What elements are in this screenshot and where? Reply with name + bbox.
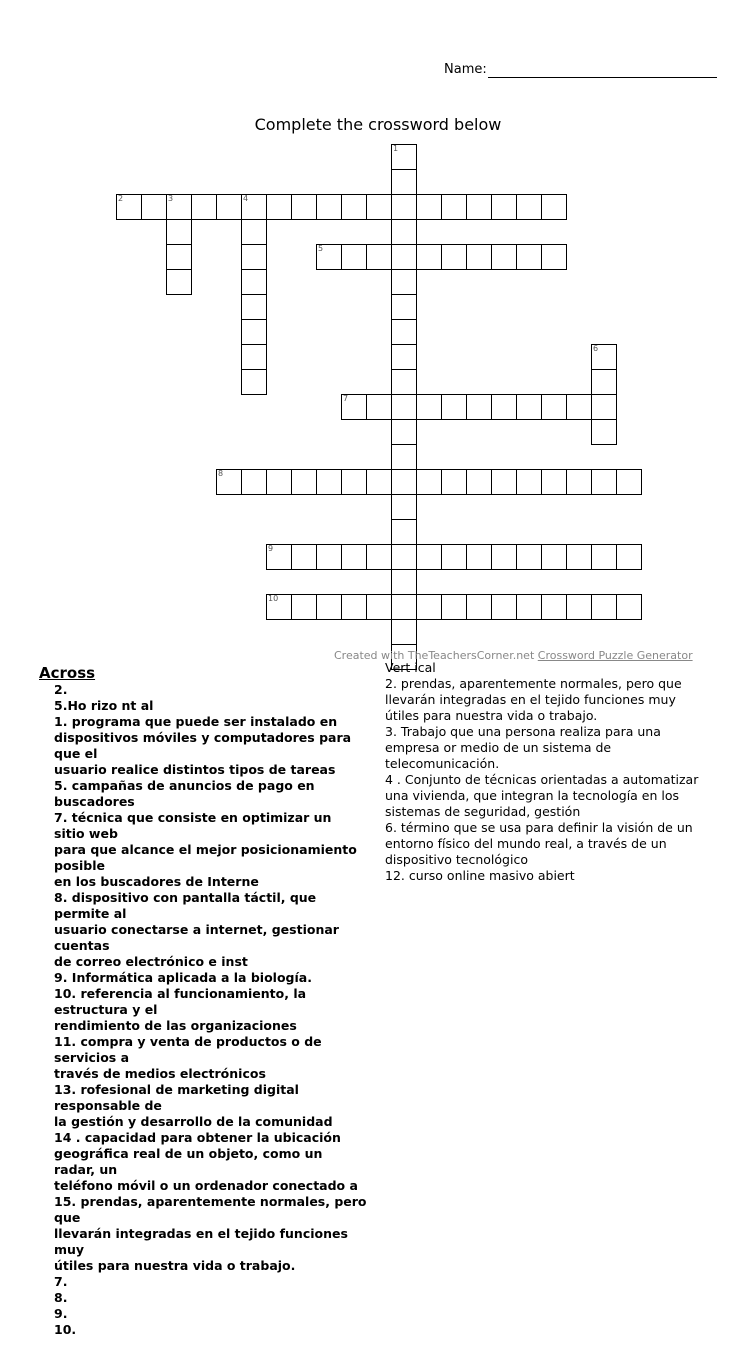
cell-number: 4	[243, 194, 249, 203]
crossword-cell[interactable]	[566, 594, 592, 620]
cell-number: 10	[268, 594, 279, 603]
crossword-cell[interactable]	[241, 344, 267, 370]
crossword-cell[interactable]	[266, 594, 292, 620]
down-list	[385, 676, 705, 884]
crossword-cell[interactable]	[466, 469, 492, 495]
crossword-cell[interactable]	[316, 244, 342, 270]
crossword-cell[interactable]	[341, 244, 367, 270]
clue-item: 13. rofesional de marketing digital responsable de la gestión y desarrollo de la comunidad	[54, 1082, 333, 1129]
crossword-cell[interactable]	[291, 594, 317, 620]
crossword-cell[interactable]	[591, 419, 617, 445]
crossword-cell[interactable]	[166, 269, 192, 295]
crossword-cell[interactable]	[516, 244, 542, 270]
crossword-cell[interactable]	[516, 544, 542, 570]
crossword-cell[interactable]	[391, 194, 417, 220]
clue-item: 7. técnica que consiste en optimizar un sitio web para que alcance el mejor posicionamiento posible en los buscadores de Interne	[54, 810, 357, 889]
crossword-cell[interactable]	[616, 594, 642, 620]
crossword-cell[interactable]	[441, 244, 467, 270]
cell-number: 8	[218, 469, 224, 478]
crossword-cell[interactable]	[541, 469, 567, 495]
clue-item: 12. curso online masivo abiert	[385, 868, 575, 883]
crossword-cell[interactable]	[516, 594, 542, 620]
crossword-cell[interactable]	[541, 544, 567, 570]
crossword-cell[interactable]	[241, 294, 267, 320]
clue-item: 6. término que se usa para definir la visión de un entorno físico del mundo real, a través de un dispositivo tecnológico	[385, 820, 693, 867]
crossword-cell[interactable]	[391, 469, 417, 495]
crossword-cell[interactable]	[366, 594, 392, 620]
crossword-cell[interactable]	[541, 194, 567, 220]
crossword-cell[interactable]	[241, 469, 267, 495]
crossword-cell[interactable]	[216, 469, 242, 495]
crossword-cell[interactable]	[416, 469, 442, 495]
crossword-cell[interactable]	[266, 469, 292, 495]
crossword-cell[interactable]	[391, 619, 417, 645]
clue-item: 15. prendas, aparentemente normales, pero que llevarán integradas en el tejido funciones muy útiles para nuestra vida o trabajo.	[54, 1194, 367, 1273]
crossword-cell[interactable]	[291, 194, 317, 220]
crossword-cell[interactable]	[391, 544, 417, 570]
crossword-cell[interactable]	[491, 394, 517, 420]
crossword-grid	[0, 0, 749, 660]
crossword-cell[interactable]	[341, 469, 367, 495]
crossword-cell[interactable]	[466, 244, 492, 270]
crossword-cell[interactable]	[241, 319, 267, 345]
crossword-cell[interactable]	[416, 594, 442, 620]
crossword-cell[interactable]	[441, 594, 467, 620]
crossword-cell[interactable]	[391, 394, 417, 420]
cell-number: 5	[318, 244, 324, 253]
crossword-cell[interactable]	[441, 544, 467, 570]
crossword-cell[interactable]	[566, 394, 592, 420]
crossword-cell[interactable]	[366, 469, 392, 495]
clue-item: 5. campañas de anuncios de pago en buscadores	[54, 778, 315, 809]
crossword-cell[interactable]	[316, 469, 342, 495]
across-list	[39, 682, 379, 1338]
crossword-cell[interactable]	[391, 344, 417, 370]
crossword-cell[interactable]	[466, 194, 492, 220]
crossword-cell[interactable]	[341, 194, 367, 220]
crossword-cell[interactable]	[316, 194, 342, 220]
crossword-cell[interactable]	[566, 469, 592, 495]
crossword-cell[interactable]	[391, 519, 417, 545]
crossword-cell[interactable]	[516, 469, 542, 495]
crossword-cell[interactable]	[591, 394, 617, 420]
crossword-cell[interactable]	[391, 494, 417, 520]
crossword-cell[interactable]	[316, 594, 342, 620]
across-clues	[39, 664, 379, 1338]
clue-item: 2.	[54, 682, 68, 697]
clue-item: 3. Trabajo que una persona realiza para una empresa or medio de un sistema de telecomunicación.	[385, 724, 661, 771]
clue-item: 7.	[54, 1274, 68, 1289]
clue-item: 11. compra y venta de productos o de servicios a través de medios electrónicos	[54, 1034, 322, 1081]
crossword-cell[interactable]	[391, 444, 417, 470]
crossword-cell[interactable]	[166, 219, 192, 245]
crossword-cell[interactable]	[391, 594, 417, 620]
crossword-cell[interactable]	[166, 194, 192, 220]
crossword-cell[interactable]	[391, 144, 417, 170]
crossword-cell[interactable]	[191, 194, 217, 220]
crossword-cell[interactable]	[366, 544, 392, 570]
crossword-cell[interactable]	[616, 544, 642, 570]
cell-number: 6	[593, 344, 599, 353]
clue-item: 10.	[54, 1322, 77, 1337]
crossword-cell[interactable]	[466, 544, 492, 570]
clue-item: 9.	[54, 1306, 68, 1321]
name-label: Name:	[444, 62, 487, 77]
crossword-cell[interactable]	[391, 369, 417, 395]
crossword-cell[interactable]	[391, 244, 417, 270]
crossword-cell[interactable]	[416, 194, 442, 220]
crossword-cell[interactable]	[341, 394, 367, 420]
crossword-cell[interactable]	[466, 594, 492, 620]
crossword-cell[interactable]	[391, 419, 417, 445]
crossword-cell[interactable]	[616, 469, 642, 495]
crossword-cell[interactable]	[441, 394, 467, 420]
crossword-cell[interactable]	[341, 594, 367, 620]
crossword-cell[interactable]	[391, 294, 417, 320]
crossword-cell[interactable]	[116, 194, 142, 220]
crossword-cell[interactable]	[291, 469, 317, 495]
crossword-cell[interactable]	[341, 544, 367, 570]
down-clues	[385, 660, 705, 884]
crossword-cell[interactable]	[491, 594, 517, 620]
crossword-cell[interactable]	[391, 219, 417, 245]
crossword-cell[interactable]	[441, 194, 467, 220]
clue-item: 8.	[54, 1290, 68, 1305]
crossword-cell[interactable]	[591, 469, 617, 495]
crossword-cell[interactable]	[241, 194, 267, 220]
crossword-cell[interactable]	[416, 544, 442, 570]
cell-number: 2	[118, 194, 124, 203]
crossword-cell[interactable]	[591, 594, 617, 620]
crossword-cell[interactable]	[516, 394, 542, 420]
crossword-cell[interactable]	[391, 169, 417, 195]
crossword-cell[interactable]	[541, 594, 567, 620]
crossword-cell[interactable]	[591, 369, 617, 395]
crossword-cell[interactable]	[266, 544, 292, 570]
clue-item: 1. programa que puede ser instalado en dispositivos móviles y computadores para que el usuario realice distintos tipos de tareas	[54, 714, 352, 777]
crossword-cell[interactable]	[566, 544, 592, 570]
crossword-cell[interactable]	[541, 244, 567, 270]
crossword-cell[interactable]	[491, 194, 517, 220]
cell-number: 7	[343, 394, 349, 403]
clue-item: 4 . Conjunto de técnicas orientadas a automatizar una vivienda, que integran la tecnología en los sistemas de seguridad, gestión	[385, 772, 699, 819]
crossword-cell[interactable]	[416, 394, 442, 420]
crossword-cell[interactable]	[591, 544, 617, 570]
crossword-cell[interactable]	[391, 269, 417, 295]
crossword-cell[interactable]	[166, 244, 192, 270]
cell-number: 3	[168, 194, 174, 203]
crossword-cell[interactable]	[491, 244, 517, 270]
clue-item: 9. Informática aplicada a la biología.	[54, 970, 312, 985]
crossword-cell[interactable]	[366, 394, 392, 420]
crossword-cell[interactable]	[241, 369, 267, 395]
crossword-cell[interactable]	[516, 194, 542, 220]
crossword-cell[interactable]	[541, 394, 567, 420]
crossword-cell[interactable]	[366, 194, 392, 220]
clue-item: 10. referencia al funcionamiento, la estructura y el rendimiento de las organizaciones	[54, 986, 307, 1033]
crossword-cell[interactable]	[591, 344, 617, 370]
crossword-cell[interactable]	[391, 569, 417, 595]
page-title: Complete the crossword below	[254, 115, 502, 134]
credit-prefix: Created with TheTeachersCorner.net	[334, 649, 535, 662]
crossword-cell[interactable]	[241, 244, 267, 270]
clue-item: 14 . capacidad para obtener la ubicación geográfica real de un objeto, como un radar, un teléfono móvil o un ordenador conectado a	[54, 1130, 358, 1193]
crossword-cell[interactable]	[241, 219, 267, 245]
down-heading: Vert ical	[385, 660, 436, 675]
generator-link[interactable]: Crossword Puzzle Generator	[537, 649, 693, 662]
crossword-cell[interactable]	[416, 244, 442, 270]
crossword-cell[interactable]	[141, 194, 167, 220]
clue-item: 2. prendas, aparentemente normales, pero que llevarán integradas en el tejido funciones muy útiles para nuestra vida o trabajo.	[385, 676, 682, 723]
crossword-cell[interactable]	[291, 544, 317, 570]
crossword-cell[interactable]	[491, 544, 517, 570]
crossword-cell[interactable]	[491, 469, 517, 495]
crossword-cell[interactable]	[466, 394, 492, 420]
crossword-cell[interactable]	[316, 544, 342, 570]
clue-item: 5.Ho rizo nt al	[54, 698, 154, 713]
crossword-cell[interactable]	[266, 194, 292, 220]
cell-number: 9	[268, 544, 274, 553]
across-heading: Across	[39, 664, 96, 682]
crossword-cell[interactable]	[241, 269, 267, 295]
crossword-cell[interactable]	[216, 194, 242, 220]
clue-item: 8. dispositivo con pantalla táctil, que permite al usuario conectarse a internet, gestionar cuentas de correo electrónico e inst	[54, 890, 339, 969]
crossword-cell[interactable]	[366, 244, 392, 270]
crossword-cell[interactable]	[391, 319, 417, 345]
crossword-cell[interactable]	[441, 469, 467, 495]
cell-number: 1	[393, 144, 399, 153]
